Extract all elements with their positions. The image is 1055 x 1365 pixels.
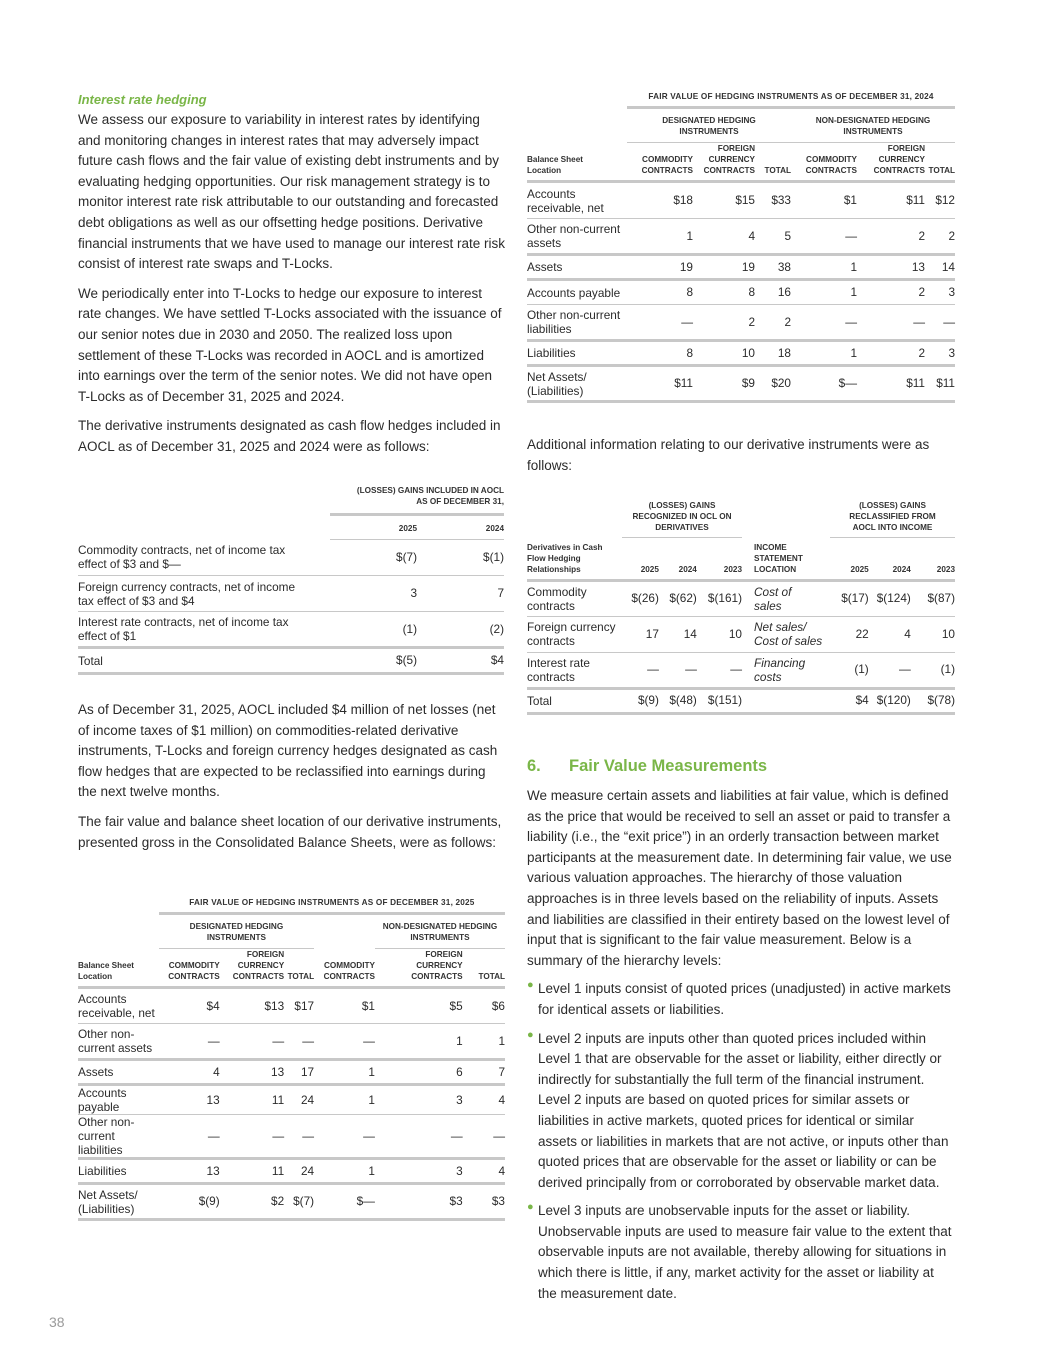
group-header-non-designated: NON-DESIGNATED HEDGING INSTRUMENTS [791,108,955,143]
table-row: Accounts receivable, net $18 $15 $33 $1 $11 $12 [527,182,955,219]
section-heading [527,757,955,776]
paragraph: The derivative instruments designated as cash flow hedges included in AOCL as of December 31, 2025 and 2024 were as follows: [78,418,501,454]
bullet-icon: ● [527,1028,534,1041]
column-header: FOREIGN CURRENCY CONTRACTS [411,950,463,981]
group-header-reclassified: (LOSSES) GAINS RECLASSIFIED FROM AOCL INTO INCOME [830,500,955,538]
column-header: TOTAL [764,166,791,175]
year-header: 2025 [640,564,659,574]
paragraph: As of December 31, 2025, AOCL included $4 million of net losses (net of income taxes of $1 million) on commodities-related derivative instruments, T-Locks and foreign currency hedges designated as cash flow hedges that are expected to be reclassified into earnings during the next twelve months. [78,702,498,800]
table-row: Commodity contracts $(26) $(62) $(161) Cost of sales $(17) $(124) $(87) [527,580,955,616]
page-number: 38 [49,1314,65,1330]
table-row: Other non-current liabilities — — — — — — [78,1115,505,1157]
table-row: Other non-current assets — — — — 1 1 [78,1024,505,1060]
list-item: ● Level 2 inputs are inputs other than quoted prices included within Level 1 that are observable for the asset or liability, either directly or indirectly for substantially the full term of the financial instrument. Level 2 inputs are based on quoted prices for similar assets or liabilities in active markets, quoted prices for identical or similar assets or liabilities in markets that are not active, or inputs other than quoted prices that are observable for the asset or liability or can be derived principally from or corroborated by observable market data. [527,1028,949,1190]
paragraph: We assess our exposure to variability in interest rates by identifying and monitoring changes in interest rates that may adversely impact future cash flows and the fair value of existing debt instruments and by evaluating hedging opportunities. Our risk management strategy is to monitor interest rate risk attributable to our outstanding and forecasted debt obligations as well as our offsetting hedge positions. Derivative financial instruments that we have used to manage our interest rate risk consist of interest rate swaps and T-Locks. [78,112,505,272]
column-header: COMMODITY CONTRACTS [641,155,693,175]
list-item: ● Level 1 inputs consist of quoted prices (unadjusted) in active markets for identical assets or liabilities. [527,979,951,1017]
year-header: 2024 [417,515,504,540]
table-total-row: Net Assets/ (Liabilities) $(9) $2 $(7) $— $3 $3 [78,1184,505,1220]
column-header: FOREIGN CURRENCY CONTRACTS [873,144,925,175]
column-header: COMMODITY CONTRACTS [323,961,375,981]
table-title: FAIR VALUE OF HEDGING INSTRUMENTS AS OF DECEMBER 31, 2024 [627,92,955,108]
year-header: 2023 [936,564,955,574]
table-row: Assets 19 19 38 1 13 14 [527,255,955,280]
table-row: Liabilities 13 11 24 1 3 4 [78,1159,505,1184]
paragraph: We measure certain assets and liabilities at fair value, which is defined as the price that would be received to sell an asset or paid to transfer a liability (i.e., the “exit price”) in an orderly transaction between market participants at the measurement date. In determining fair value, we use various valuation approaches. The hierarchy of those valuation approaches is in three levels based on the reliability of inputs. Assets and liabilities are classified in their entirety based on the lowest level of input that is significant to the fair value measurement. Below is a summary of the hierarchy levels: [527,788,952,968]
column-header: TOTAL [287,972,315,981]
table-row: Accounts payable 8 8 16 1 2 3 [527,280,955,305]
cash-flow-hedge-table [527,500,955,715]
column-header: FOREIGN CURRENCY CONTRACTS [703,144,755,175]
table-total-row: Net Assets/ (Liabilities) $11 $9 $20 $— $11 $11 [527,366,955,402]
aocl-table [78,485,504,675]
section-title: Fair Value Measurements [569,757,768,775]
year-header: 2025 [330,515,417,540]
table-row: Interest rate contracts, net of income tax effect of $1 (1) (2) [78,612,504,648]
list-item: ● Level 3 inputs are unobservable inputs for the asset or liability. Unobservable inputs are used to measure fair value to the extent that observable inputs are not available, thereby allowing for situations in which there is little, if any, market activity for the asset or liability at the measurement date. [527,1201,952,1301]
group-header-ocl: (LOSSES) GAINS RECOGNIZED IN OCL ON DERIVATIVES [622,500,742,538]
year-header: 2024 [678,564,697,574]
fair-value-2024-table [527,92,955,403]
table-row: Assets 4 13 17 1 6 7 [78,1060,505,1085]
table-row: Foreign currency contracts, net of income tax effect of $3 and $4 3 7 [78,576,504,612]
group-header-designated: DESIGNATED HEDGING INSTRUMENTS [159,914,314,949]
table-total-row: Total $(9) $(48) $(151) $4 $(120) $(78) [527,688,955,713]
table-row: Liabilities 8 10 18 1 2 3 [527,341,955,366]
column-header: Balance Sheet Location [78,961,134,981]
right-column-text [527,435,955,485]
bullet-icon: ● [527,1201,534,1214]
paragraph: The fair value and balance sheet location of our derivative instruments, presented gross in the Consolidated Balance Sheets, were as follows: [78,813,502,850]
section-number: 6. [527,757,541,775]
table-total-row: Total $(5) $4 [78,648,504,674]
table-row: Accounts receivable, net $4 $13 $17 $1 $5 $6 [78,988,505,1024]
table-title: FAIR VALUE OF HEDGING INSTRUMENTS AS OF DECEMBER 31, 2025 [159,898,505,914]
bullet-icon: ● [527,979,534,992]
column-header: TOTAL [928,166,955,175]
table-row: Other non-current liabilities — 2 2 — — — [527,305,955,341]
subhead-interest-rate-hedging: Interest rate hedging [78,92,207,107]
year-header: 2025 [850,564,869,574]
aocl-table-title: (LOSSES) GAINS INCLUDED IN AOCL AS OF DECEMBER 31, [356,486,504,506]
fair-value-2025-table [78,898,505,1221]
column-header: COMMODITY CONTRACTS [168,961,220,981]
left-column [78,92,506,467]
column-header: Balance Sheet Location [527,155,583,175]
column-header: TOTAL [478,972,505,981]
column-header: FOREIGN CURRENCY CONTRACTS [232,950,285,981]
table-row: Other non-current assets 1 4 5 — 2 2 [527,219,955,255]
column-header: COMMODITY CONTRACTS [805,155,857,175]
column-header: Derivatives in Cash Flow Hedging Relationships [527,542,603,574]
table-row: Interest rate contracts — — — Financing costs (1) — (1) [527,652,955,688]
year-header: 2024 [892,564,911,574]
group-header-non-designated: NON-DESIGNATED HEDGING INSTRUMENTS [375,914,505,949]
paragraph: We periodically enter into T-Locks to hedge our exposure to interest rate changes. We have settled T-Locks associated with the issuance of our senior notes due in 2030 and 2050. The realized loss upon settlement of these T-Locks was recorded in AOCL and is amortized into earnings over the term of the senior notes. We did not have open T-Locks as of December 31, 2025 and 2024. [78,285,502,404]
paragraph: Additional information relating to our derivative instruments were as follows: [527,437,930,473]
fair-value-section [527,757,955,1312]
table-row: Commodity contracts, net of income tax effect of $3 and $— $(7) $(1) [78,540,504,576]
group-header-designated: DESIGNATED HEDGING INSTRUMENTS [627,108,791,143]
left-column-lower [78,700,506,862]
year-header: 2023 [723,564,742,574]
table-row: Accounts payable 13 11 24 1 3 4 [78,1086,505,1114]
table-row: Foreign currency contracts 17 14 10 Net sales/ Cost of sales 22 4 10 [527,616,955,652]
column-header: INCOME STATEMENT LOCATION [754,542,803,574]
